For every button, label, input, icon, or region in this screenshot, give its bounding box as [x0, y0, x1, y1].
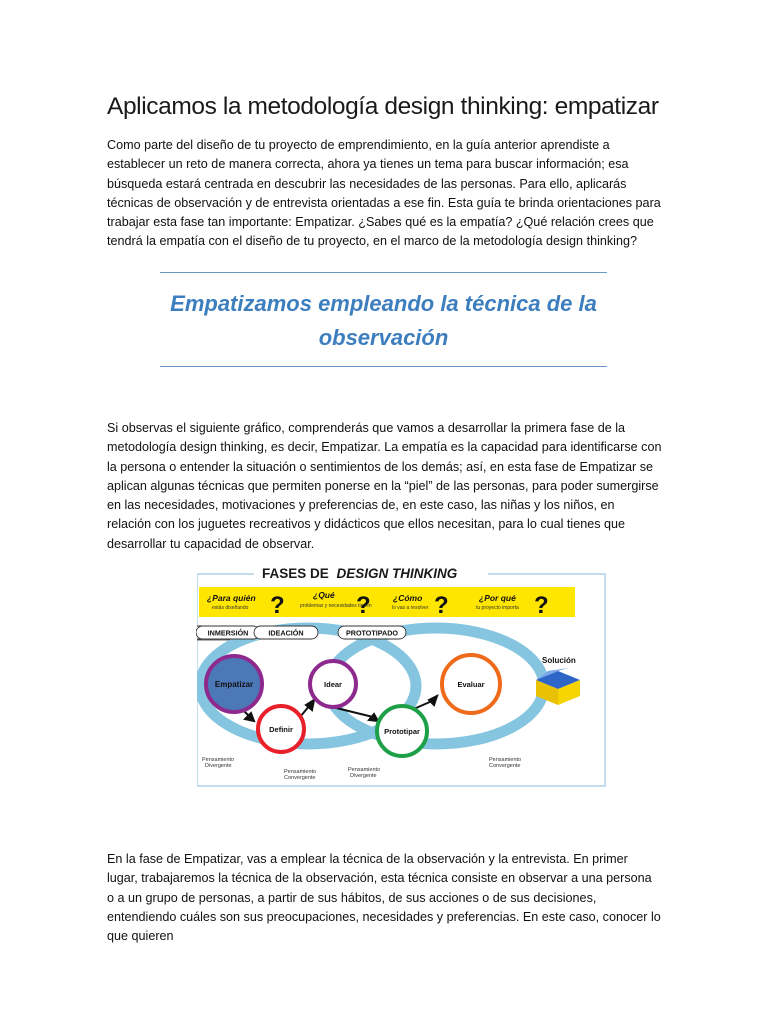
node-label-evaluar: Evaluar	[457, 680, 485, 689]
body-paragraph-2: Si observas el siguiente gráfico, comprenderás que vamos a desarrollar la primera fase de la metodología design thinking, es decir, Empatizar. La empatía es la capacidad para identificarse con la persona o entender la situación o sentimientos de los demás; así, en esta fase de Empatizar se aplican algunas técnicas que permiten ponerse en la “piel” de las personas, para poder sumergirse en las necesidades, motivaciones y preferencias de, en este caso, las niñas y los niños, en relación con los juguetes recreativos y didácticos que ellos necesitan, para lo cual tienes que desarrollar tu capacidad de observar.	[107, 421, 662, 551]
node-label-prototipar: Prototipar	[384, 727, 420, 736]
node-evaluar	[442, 655, 500, 713]
section-subtitle: Empatizamos empleando la técnica de la observación	[170, 291, 597, 350]
intro-paragraph: Como parte del diseño de tu proyecto de emprendimiento, en la guía anterior aprendiste a establecer un reto de manera correcta, ahora ya tienes un tema para buscar información; esa búsqueda estará centrada en descubrir las necesidades de las personas. Para ello, aplicarás técnicas de observación y de entrevista orientadas a ese fin. Esta guía te brinda orientaciones para trabajar esta fase tan importante: Empatizar. ¿Sabes qué es la empatía? ¿Qué relación crees que tendrá la empatía con el diseño de tu proyecto, en el marco de la metodología design thinking?	[107, 138, 661, 249]
node-label-idear: Idear	[324, 680, 342, 689]
question-4-sub: tu proyecto importa	[476, 605, 519, 611]
node-idear	[310, 661, 356, 707]
thinking-label-2b: Convergente	[284, 775, 316, 781]
divider-top	[160, 272, 607, 273]
thinking-label-3b: Divergente	[350, 773, 377, 779]
figure-heading-part-1: FASES DE	[262, 566, 329, 581]
page-title: Aplicamos la metodología design thinking: empatizar	[107, 93, 659, 120]
divider-bottom	[160, 366, 607, 367]
stage-label-ideacion: IDEACIÓN	[268, 628, 304, 638]
thinking-label-1a: Pensamiento	[202, 757, 235, 763]
thinking-label-1b: Divergente	[205, 763, 232, 769]
node-definir	[258, 706, 304, 752]
question-1-label: ¿Para quién	[207, 593, 256, 603]
question-1-sub: estás diseñando	[212, 605, 249, 611]
node-prototipar	[377, 706, 427, 756]
question-2-label: ¿Qué	[313, 590, 335, 600]
stage-label-prototipado: PROTOTIPADO	[345, 628, 399, 638]
question-3-sub: lo vas a resolver	[392, 605, 429, 611]
thinking-label-2a: Pensamiento	[284, 769, 317, 775]
figure-heading-part-2: DESIGN THINKING	[336, 566, 458, 581]
thinking-label-4a: Pensamiento	[489, 757, 522, 763]
thinking-label-4b: Convergente	[489, 763, 521, 769]
question-3-label: ¿Cómo	[393, 593, 423, 603]
question-mark-icon: ?	[270, 592, 285, 619]
solution-label: Solución	[542, 656, 576, 665]
node-label-definir: Definir	[269, 725, 293, 734]
question-mark-icon: ?	[434, 592, 449, 619]
question-2-sub: problemas y necesidades tienen	[300, 603, 372, 609]
node-label-empatizar: Empatizar	[214, 680, 254, 689]
figure-heading	[262, 566, 458, 581]
thinking-label-3a: Pensamiento	[348, 767, 381, 773]
question-mark-icon: ?	[534, 592, 549, 619]
node-empatizar	[206, 656, 262, 712]
question-4-label: ¿Por qué	[479, 593, 516, 603]
design-thinking-diagram	[196, 565, 606, 787]
question-mark-icon: ?	[356, 592, 371, 619]
stage-label-inmersion: INMERSIÓN	[207, 628, 249, 638]
body-paragraph-3: En la fase de Empatizar, vas a emplear la técnica de la observación y la entrevista. En primer lugar, trabajaremos la técnica de la observación, esta técnica consiste en observar a una persona o a un grupo de personas, a partir de sus hábitos, de sus acciones o de sus decisiones, entendiendo cuáles son sus preocupaciones, necesidades y preferencias. En este caso, conocer lo que quieren	[107, 852, 661, 944]
